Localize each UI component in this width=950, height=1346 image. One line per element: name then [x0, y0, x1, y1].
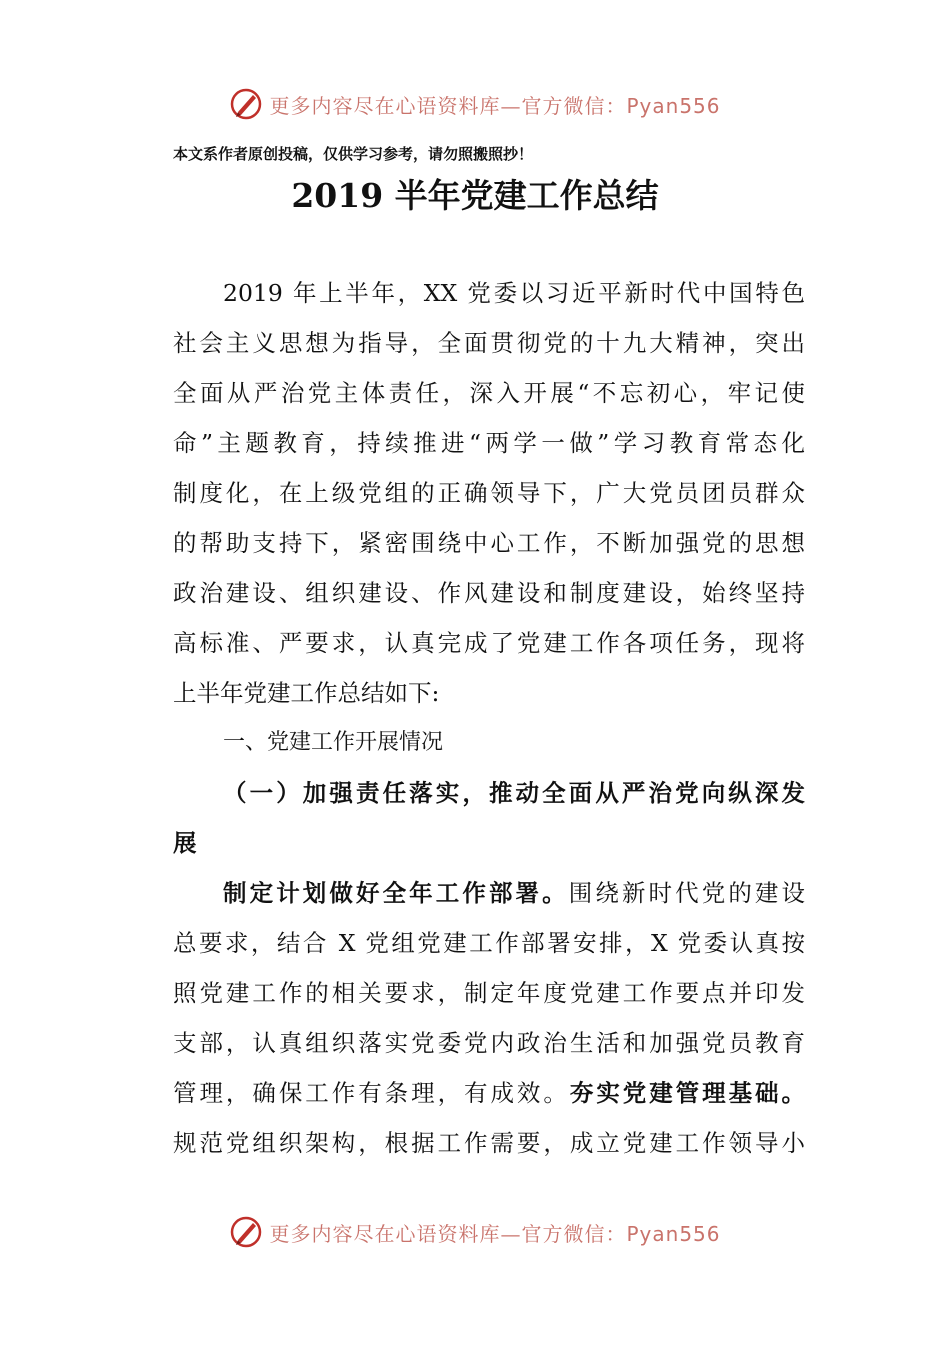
subsection-heading-cont: 展 [173, 829, 197, 857]
bold-lead: 制定计划做好全年工作部署。 [223, 879, 569, 907]
section-heading: 一、党建工作开展情况 [223, 730, 444, 755]
pen-logo-icon [229, 87, 263, 121]
pen-logo-icon [229, 1215, 263, 1249]
subsection-heading: （一）加强责任落实，推动全面从严治党向纵深发 [223, 779, 805, 807]
header-watermark-banner [0, 84, 950, 124]
body-line: 总要求，结合 X 党组党建工作部署安排，X 党委认真按 [173, 929, 805, 957]
body-line: 2019 年上半年，XX 党委以习近平新时代中国特色 [223, 279, 805, 307]
body-text: 管理，确保工作有条理，有成效。 [173, 1079, 570, 1107]
body-line: 的帮助支持下，紧密围绕中心工作，不断加强党的思想 [173, 529, 805, 557]
body-line: 命”主题教育，持续推进“两学一做”学习教育常态化 [173, 429, 805, 457]
body-line: 制度化，在上级党组的正确领导下，广大党员团员群众 [173, 479, 805, 507]
body-line [173, 868, 805, 918]
body-line: 政治建设、组织建设、作风建设和制度建设，始终坚持 [173, 579, 805, 607]
footer-watermark-banner [0, 1212, 950, 1252]
body-line: 高标准、严要求，认真完成了党建工作各项任务，现将 [173, 629, 805, 657]
body-text: 围绕新时代党的建设 [568, 879, 806, 907]
body-line: 照党建工作的相关要求，制定年度党建工作要点并印发 [173, 979, 805, 1007]
document-title: 2019 半年党建工作总结 [291, 176, 659, 215]
body-line: 上半年党建工作总结如下: [173, 679, 440, 707]
body-line: 规范党组织架构，根据工作需要，成立党建工作领导小 [173, 1129, 805, 1157]
banner-text: 更多内容尽在心语资料库—官方微信：Pyan556 [269, 1221, 721, 1246]
body-line: 社会主义思想为指导，全面贯彻党的十九大精神，突出 [173, 329, 805, 357]
body-line: 全面从严治党主体责任，深入开展“不忘初心，牢记使 [173, 379, 805, 407]
body-line: 支部，认真组织落实党委党内政治生活和加强党员教育 [173, 1029, 805, 1057]
banner-text: 更多内容尽在心语资料库—官方微信：Pyan556 [269, 93, 721, 118]
document-body [173, 268, 805, 1168]
bold-lead: 夯实党建管理基础。 [569, 1079, 806, 1107]
copyright-notice: 本文系作者原创投稿，仅供学习参考，请勿照搬照抄！ [173, 145, 534, 163]
body-line [173, 1068, 805, 1118]
